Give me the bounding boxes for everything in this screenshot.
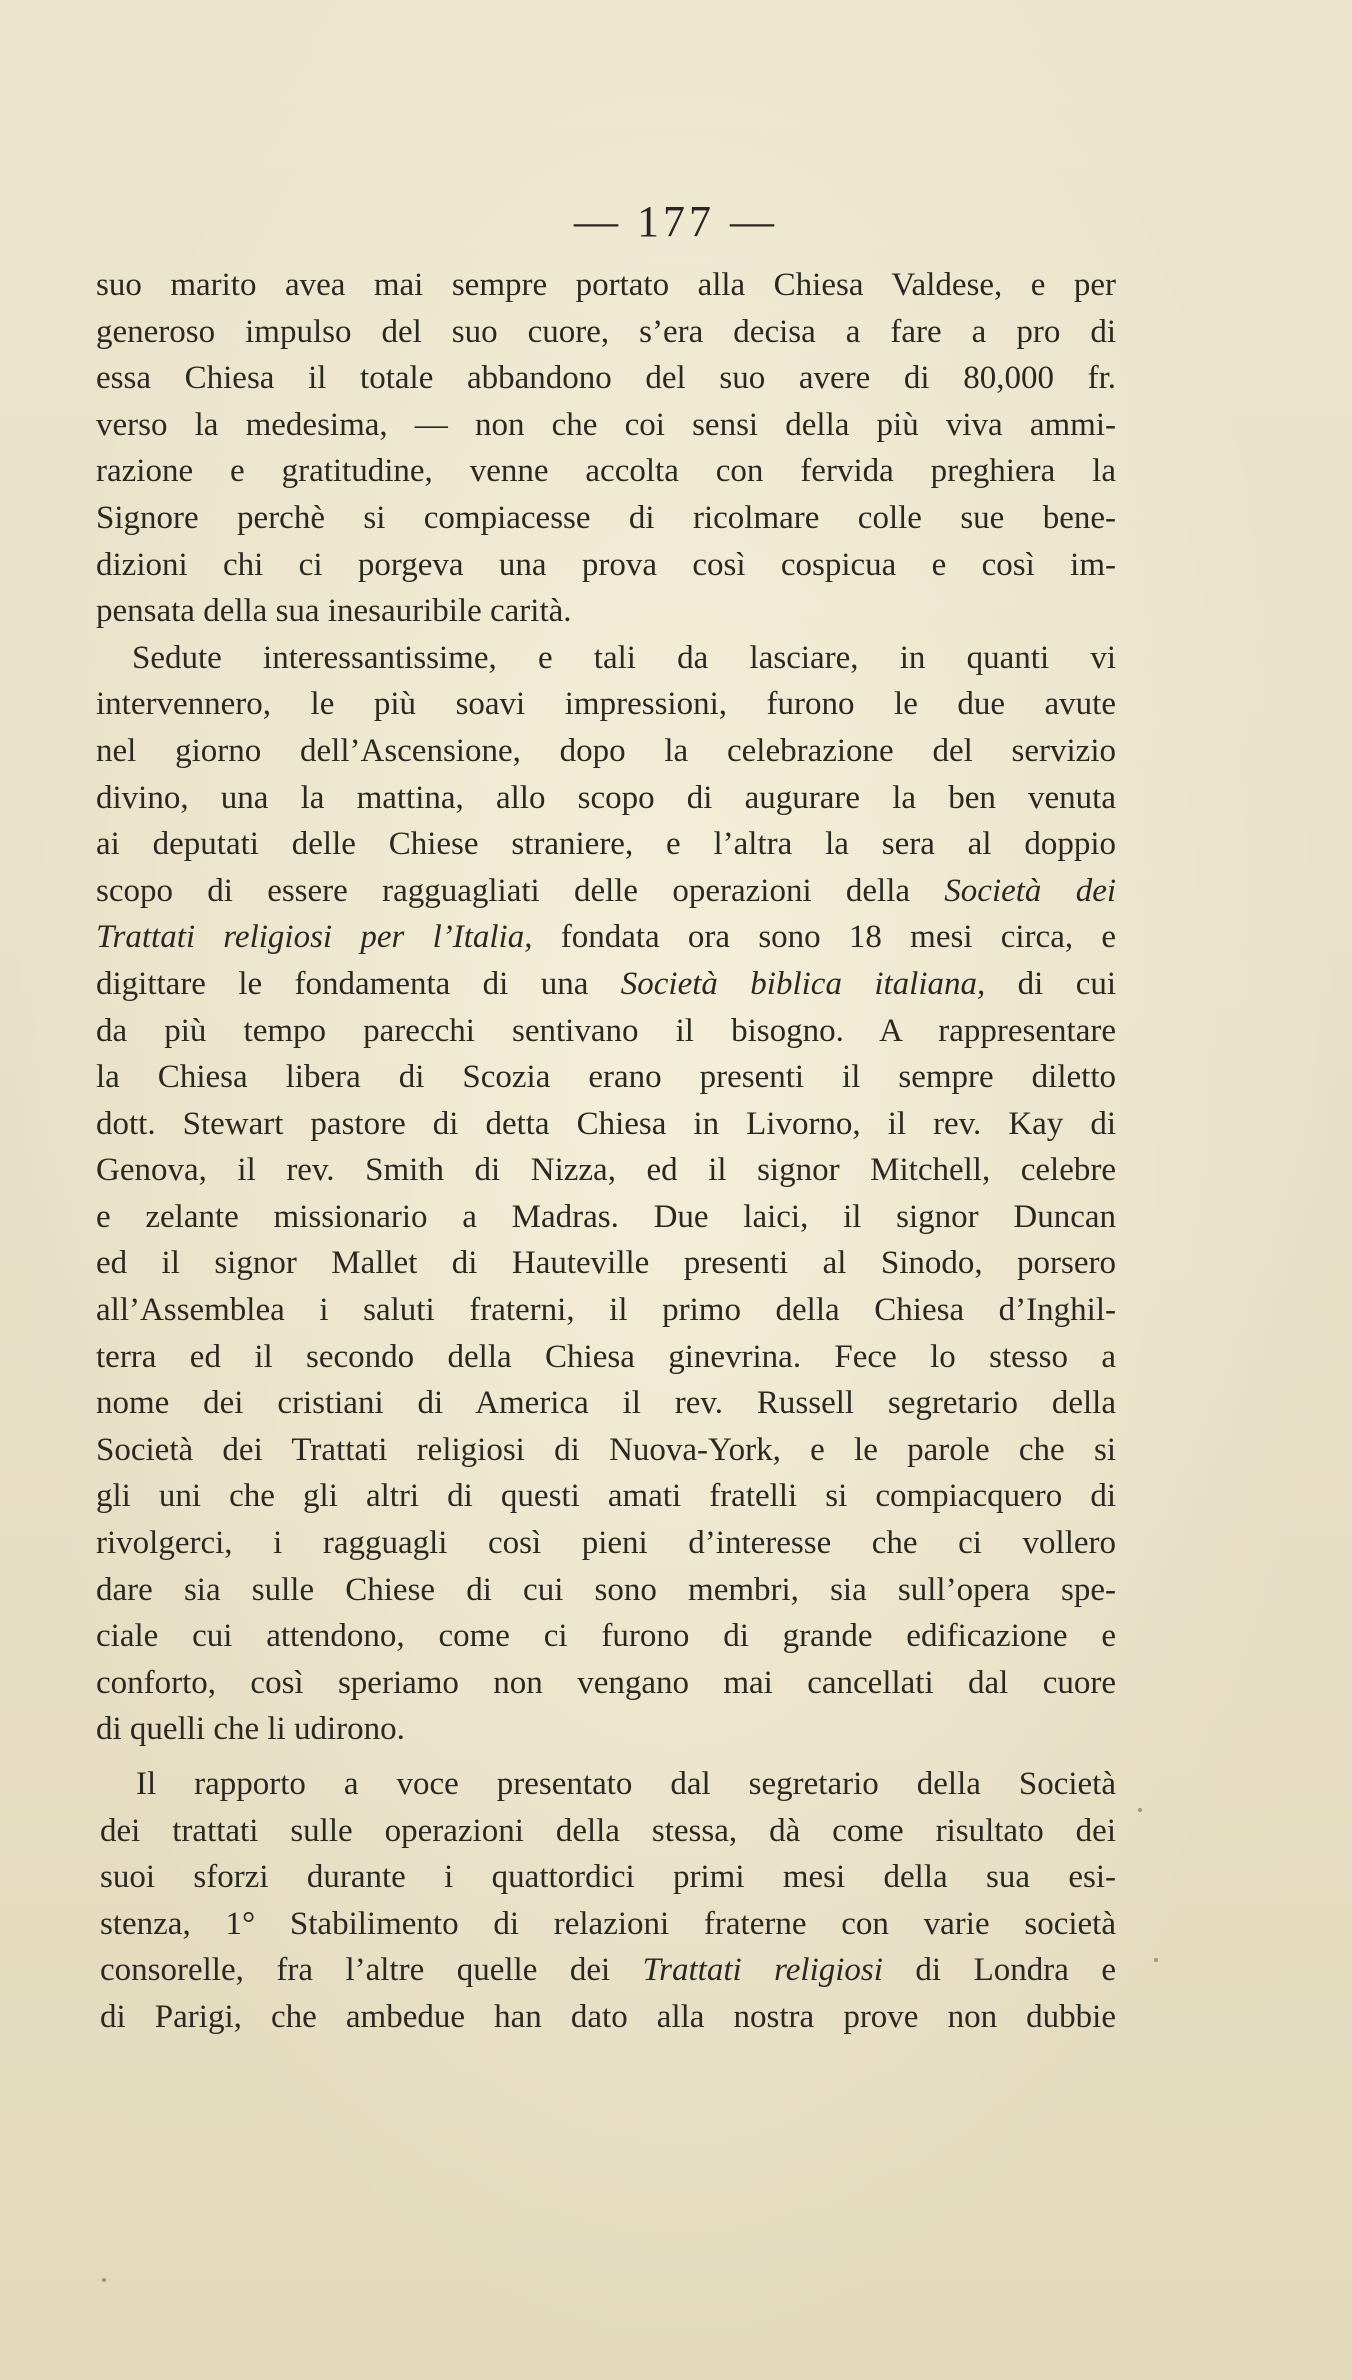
paragraph-1 xyxy=(96,262,1116,635)
text-segment: fondata ora sono 18 mesi circa, e xyxy=(560,919,1116,956)
text-line: dott. Stewart pastore di detta Chiesa in Livorno, il rev. Kay di xyxy=(96,1105,1116,1142)
text-line: generoso impulso del suo cuore, s’era decisa a fare a pro di xyxy=(96,313,1116,350)
text-line: essa Chiesa il totale abbandono del suo avere di 80,000 fr. xyxy=(96,360,1116,397)
text-line: conforto, così speriamo non vengano mai cancellati dal cuore xyxy=(96,1664,1116,1701)
body-text xyxy=(96,262,1116,2041)
paragraph-gap xyxy=(96,1753,1116,1761)
paragraph-3 xyxy=(96,1761,1116,2041)
text-line: Signore perchè si compiacesse di ricolmare colle sue bene- xyxy=(96,499,1116,536)
text-line: Società dei Trattati religiosi di Nuova-York, e le parole che si xyxy=(96,1431,1116,1468)
paper-speck xyxy=(1138,1808,1142,1812)
paragraph-2 xyxy=(96,635,1116,1753)
text-line: dizioni chi ci porgeva una prova così cospicua e così im- xyxy=(96,546,1116,583)
text-segment: di Londra e xyxy=(915,1952,1116,1989)
text-line: suo marito avea mai sempre portato alla Chiesa Valdese, e per xyxy=(96,267,1116,303)
text-line: terra ed il secondo della Chiesa ginevrina. Fece lo stesso a xyxy=(96,1338,1116,1375)
text-line: e zelante missionario a Madras. Due laici, il signor Duncan xyxy=(96,1198,1116,1235)
text-line: ai deputati delle Chiese straniere, e l’altra la sera al doppio xyxy=(96,826,1116,863)
text-line: Sedute interessantissime, e tali da lasciare, in quanti vi xyxy=(132,639,1116,676)
text-line: intervennero, le più soavi impressioni, furono le due avute xyxy=(96,686,1116,723)
paper-speck xyxy=(1154,1958,1158,1962)
text-line: Genova, il rev. Smith di Nizza, ed il signor Mitchell, celebre xyxy=(96,1152,1116,1189)
italic-title: Società dei xyxy=(944,872,1117,909)
italic-title: Trattati religiosi xyxy=(642,1952,883,1989)
text-line: nel giorno dell’Ascensione, dopo la celebrazione del servizio xyxy=(96,732,1116,769)
italic-title: Società biblica italiana, xyxy=(620,965,986,1002)
text-line: all’Assemblea i saluti fraterni, il primo della Chiesa d’Inghil- xyxy=(96,1292,1116,1329)
text-line: rivolgerci, i ragguagli così pieni d’interesse che ci vollero xyxy=(96,1525,1116,1562)
text-line-mixed xyxy=(100,1947,1116,1994)
text-line: ed il signor Mallet di Hauteville presenti al Sinodo, porsero xyxy=(96,1245,1116,1282)
text-segment: consorelle, fra l’altre quelle dei xyxy=(100,1952,611,1989)
text-line: di Parigi, che ambedue han dato alla nostra prove non dubbie xyxy=(100,1998,1116,2035)
italic-title: Trattati religiosi per l’Italia, xyxy=(96,919,533,956)
paper-speck xyxy=(102,2278,106,2282)
page-number: — 177 — xyxy=(574,197,778,246)
text-line: razione e gratitudine, venne accolta con fervida preghiera la xyxy=(96,453,1116,490)
text-line: Il rapporto a voce presentato dal segretario della Società xyxy=(136,1766,1116,1802)
text-line-mixed xyxy=(96,961,1116,1008)
text-line: la Chiesa libera di Scozia erano presenti il sempre diletto xyxy=(96,1059,1116,1096)
text-line: dei trattati sulle operazioni della stessa, dà come risultato dei xyxy=(100,1812,1116,1849)
text-line: dare sia sulle Chiese di cui sono membri, sia sull’opera spe- xyxy=(96,1571,1116,1608)
text-line: verso la medesima, — non che coi sensi della più viva ammi- xyxy=(96,406,1116,443)
text-line: ciale cui attendono, come ci furono di grande edificazione e xyxy=(96,1618,1116,1655)
text-segment: scopo di essere ragguagliati delle operazioni della xyxy=(96,872,911,909)
text-line: pensata della sua inesauribile carità. xyxy=(96,593,572,630)
text-line-mixed xyxy=(96,914,1116,961)
text-line: gli uni che gli altri di questi amati fratelli si compiacquero di xyxy=(96,1478,1116,1515)
text-line: di quelli che li udirono. xyxy=(96,1711,405,1748)
text-segment: digittare le fondamenta di una xyxy=(96,965,589,1002)
text-segment: di cui xyxy=(1017,965,1117,1002)
text-line-mixed xyxy=(96,868,1116,915)
text-line: stenza, 1° Stabilimento di relazioni fraterne con varie società xyxy=(100,1905,1116,1942)
text-line: suoi sforzi durante i quattordici primi mesi della sua esi- xyxy=(100,1859,1116,1896)
text-line: da più tempo parecchi sentivano il bisogno. A rappresentare xyxy=(96,1012,1116,1049)
text-line: nome dei cristiani di America il rev. Russell segretario della xyxy=(96,1385,1116,1422)
text-line: divino, una la mattina, allo scopo di augurare la ben venuta xyxy=(96,779,1116,816)
